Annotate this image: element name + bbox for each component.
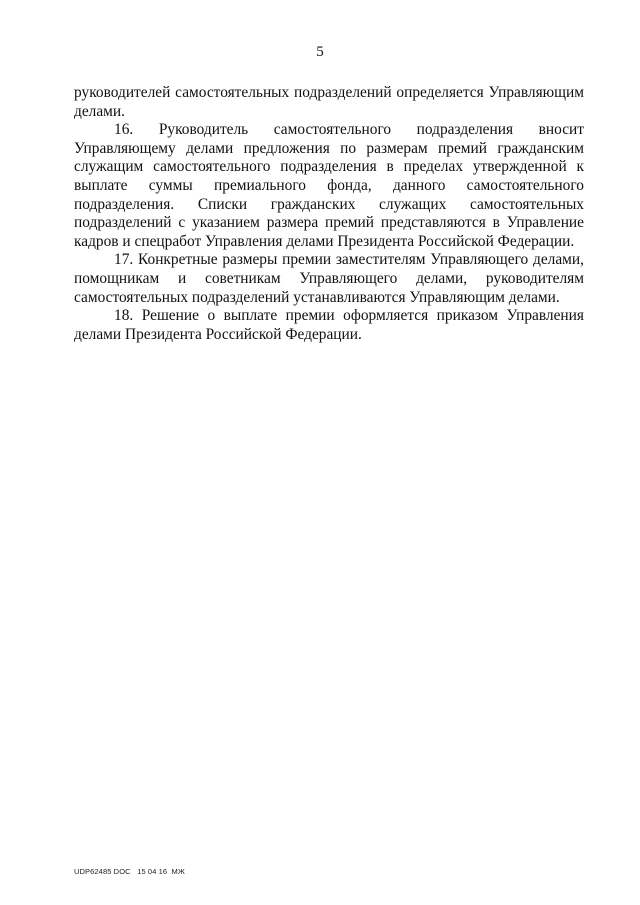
paragraph-18: 18. Решение о выплате премии оформляется приказом Управления делами Президента Российской Федерации. xyxy=(74,307,584,343)
document-body xyxy=(74,84,584,344)
document-footer-code: UDP62485 DOC 15 04 16 МЖ xyxy=(74,867,185,876)
page-number: 5 xyxy=(316,44,324,60)
paragraph-continuation: руководителей самостоятельных подразделений определяется Управляющим делами. xyxy=(74,84,584,120)
paragraph-17: 17. Конкретные размеры премии заместителям Управляющего делами, помощникам и советникам Управляющего делами, руководителям самостоятельных подразделений устанавливаются Управляющим делами. xyxy=(74,251,584,306)
paragraph-16: 16. Руководитель самостоятельного подразделения вносит Управляющему делами предложения по размерам премий гражданским служащим самостоятельного подразделения в пределах утвержденной к выплате суммы премиального фонда, данного самостоятельного подразделения. Списки гражданских служащих самостоятельных подразделений с указанием размера премий представляются в Управление кадров и спецработ Управления делами Президента Российской Федерации. xyxy=(74,121,584,250)
